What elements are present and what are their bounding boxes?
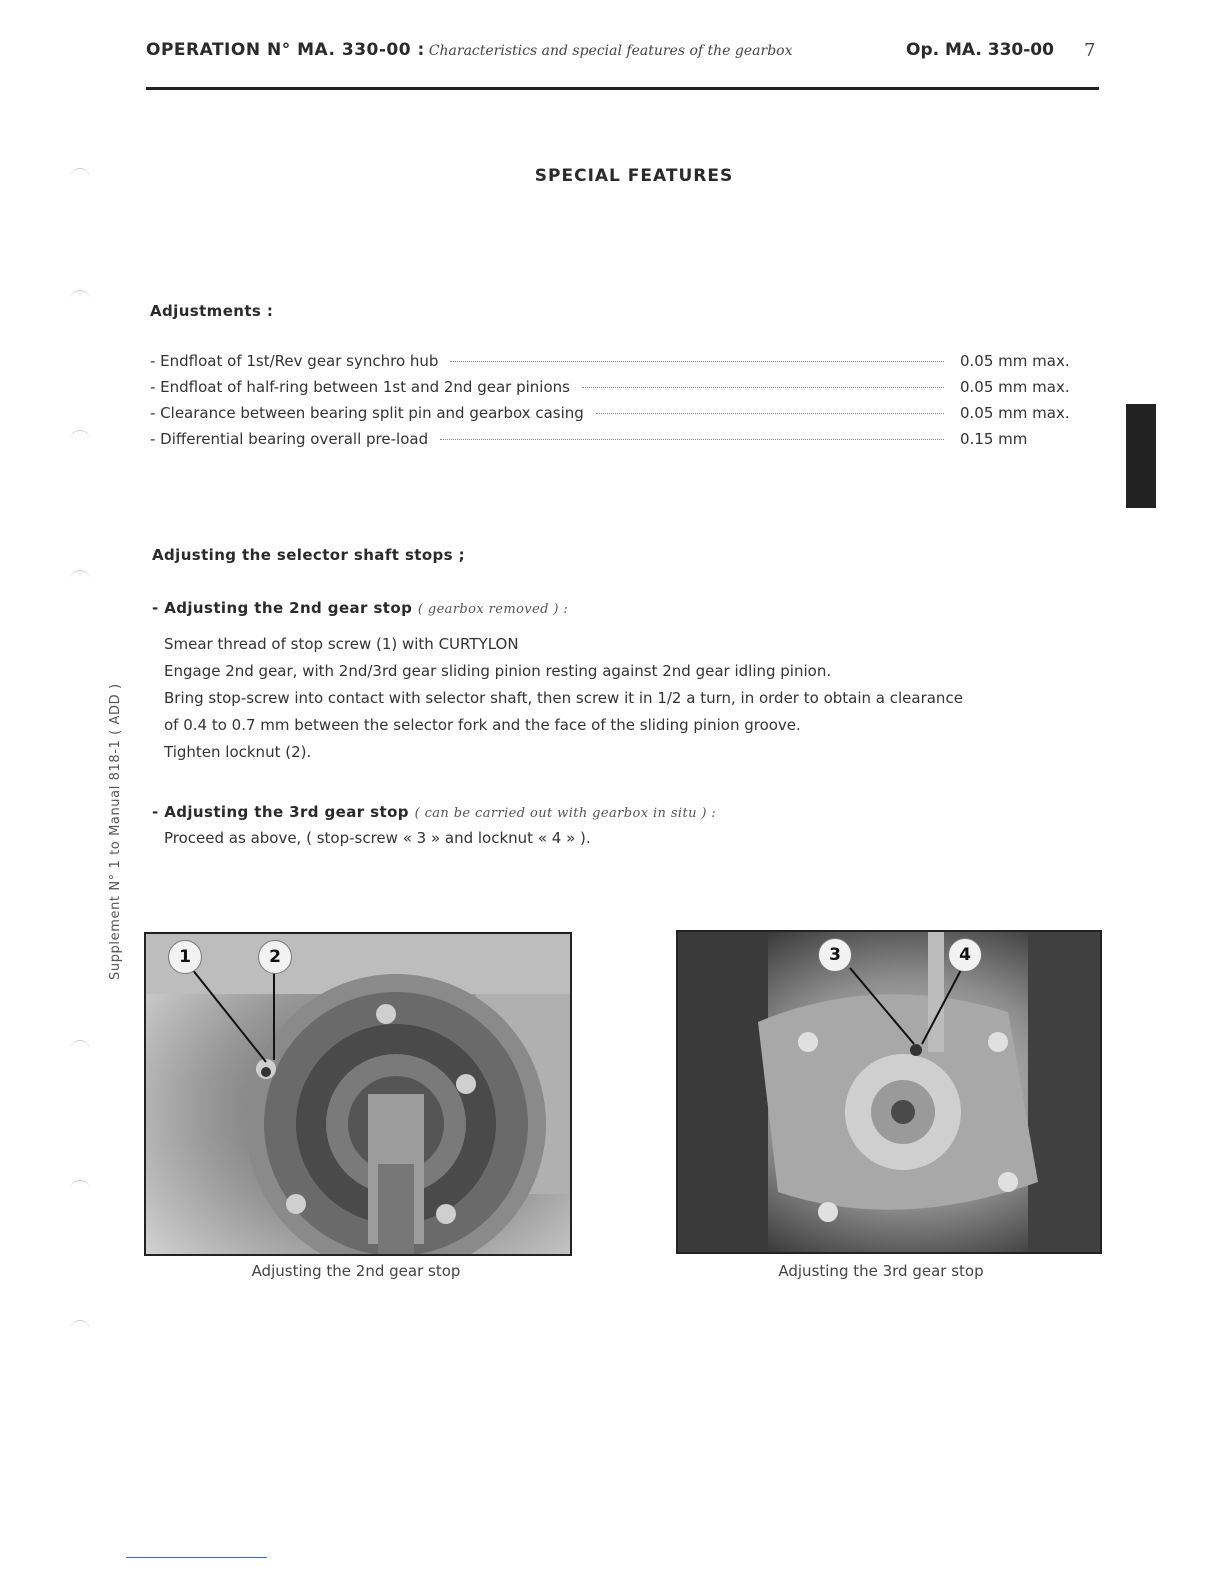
margin-mark — [70, 570, 90, 583]
stop2-heading — [152, 599, 568, 617]
stop3-note: ( can be carried out with gearbox in situ ) : — [414, 806, 717, 821]
header-op-ref: Op. MA. 330-00 — [906, 40, 1054, 60]
header-rule — [146, 87, 1099, 90]
photo-caption: Adjusting the 2nd gear stop — [251, 1262, 461, 1280]
selector-heading: Adjusting the selector shaft stops ; — [152, 546, 466, 564]
header-operation — [146, 40, 793, 60]
adjustment-value: 0.05 mm max. — [960, 352, 1070, 370]
operation-subtitle: Characteristics and special features of the gearbox — [428, 43, 793, 59]
stop3-instructions — [164, 825, 1084, 852]
callout-3: 3 — [818, 938, 852, 972]
operation-number: OPERATION N° MA. 330-00 : — [146, 40, 425, 60]
callout-4: 4 — [948, 938, 982, 972]
margin-mark — [70, 290, 90, 303]
margin-mark — [70, 168, 90, 181]
adjustment-value: 0.15 mm — [960, 430, 1028, 448]
stop2-title: - Adjusting the 2nd gear stop — [152, 599, 413, 617]
leader-dots — [440, 439, 944, 440]
stop3-heading — [152, 803, 716, 821]
adjustment-label: - Clearance between bearing split pin and gearbox casing — [150, 404, 584, 422]
leader-dots — [450, 361, 944, 362]
leader-dots — [596, 413, 944, 414]
photo-caption: Adjusting the 3rd gear stop — [778, 1262, 984, 1280]
instruction-line: Proceed as above, ( stop-screw « 3 » and locknut « 4 » ). — [164, 829, 591, 847]
callout-1: 1 — [168, 940, 202, 974]
margin-mark — [70, 1320, 90, 1333]
photo-2nd-gear-stop — [144, 932, 572, 1256]
page-number: 7 — [1084, 40, 1096, 61]
stop3-title: - Adjusting the 3rd gear stop — [152, 803, 409, 821]
section-tab-marker — [1126, 404, 1156, 508]
instruction-line: Smear thread of stop screw (1) with CURTYLON — [164, 635, 519, 653]
callout-2: 2 — [258, 940, 292, 974]
margin-mark — [70, 1180, 90, 1193]
adjustment-value: 0.05 mm max. — [960, 404, 1070, 422]
adjustment-value: 0.05 mm max. — [960, 378, 1070, 396]
page-title: SPECIAL FEATURES — [534, 166, 734, 186]
margin-mark — [70, 1040, 90, 1053]
adjustment-label: - Endfloat of half-ring between 1st and 2nd gear pinions — [150, 378, 570, 396]
leader-dots — [582, 387, 944, 388]
adjustments-list — [150, 352, 1072, 456]
adjustment-row — [150, 352, 1072, 378]
stop2-note: ( gearbox removed ) : — [417, 602, 569, 617]
adjustments-heading: Adjustments : — [150, 302, 274, 320]
margin-mark — [70, 430, 90, 443]
side-note: Supplement N° 1 to Manual 818-1 ( ADD ) — [108, 683, 123, 980]
instruction-line: Bring stop-screw into contact with selector shaft, then screw it in 1/2 a turn, in order to obtain a clearance — [164, 689, 963, 707]
instruction-line: Engage 2nd gear, with 2nd/3rd gear sliding pinion resting against 2nd gear idling pinion. — [164, 662, 832, 680]
adjustment-row — [150, 430, 1072, 456]
instruction-line: of 0.4 to 0.7 mm between the selector fork and the face of the sliding pinion groove. — [164, 716, 801, 734]
adjustment-row — [150, 404, 1072, 430]
stop2-instructions — [164, 631, 1084, 766]
instruction-line: Tighten locknut (2). — [164, 743, 312, 761]
footer-rule — [126, 1557, 267, 1558]
adjustment-label: - Differential bearing overall pre-load — [150, 430, 429, 448]
adjustment-row — [150, 378, 1072, 404]
adjustment-label: - Endfloat of 1st/Rev gear synchro hub — [150, 352, 439, 370]
photo-3rd-gear-stop — [676, 930, 1102, 1254]
